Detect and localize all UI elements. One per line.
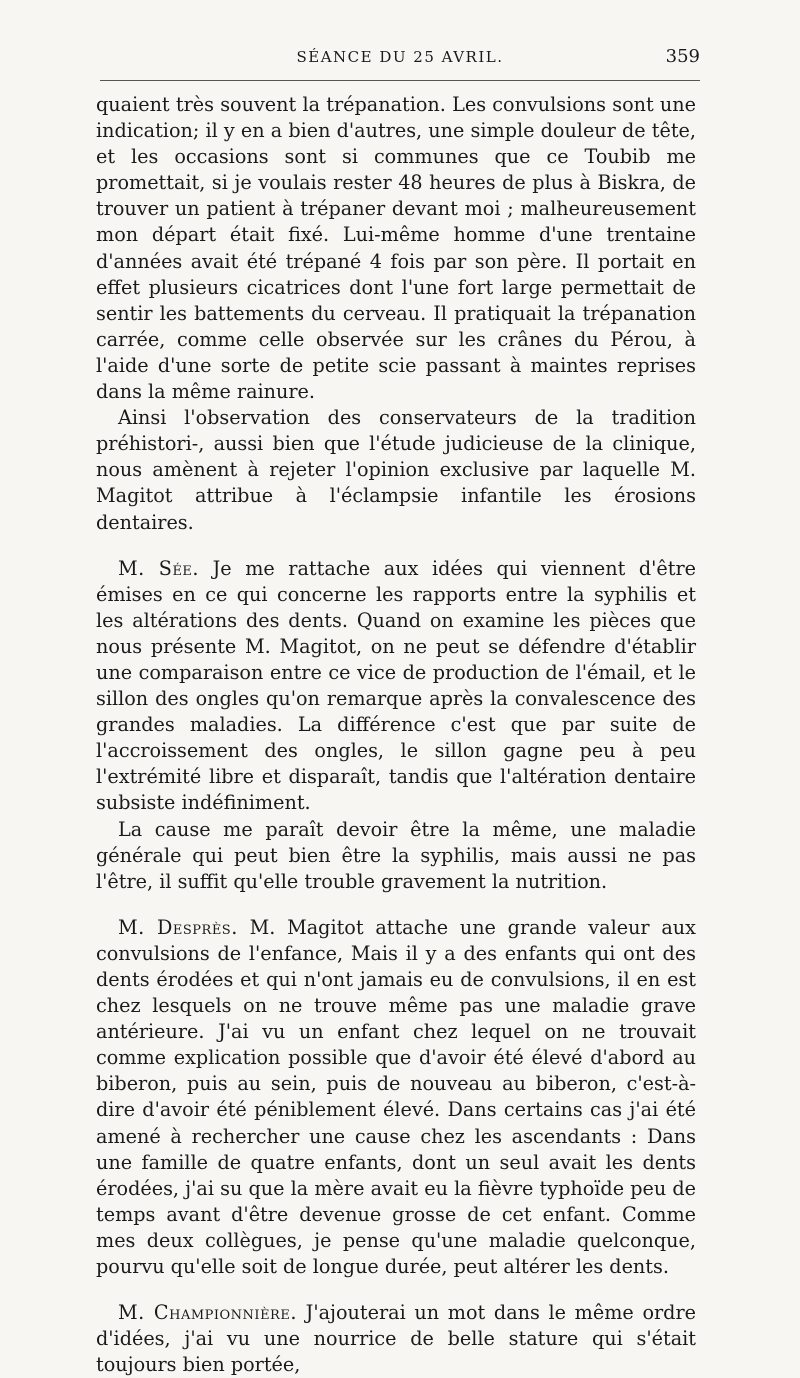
running-title: SÉANCE DU 25 AVRIL. [296,48,504,66]
paragraph-text: M. Magitot attache une grande valeur aux convulsions de l'enfance, Mais il y a des enfants qui ont des dents érodées et qui n'ont jamais eu de convulsions, il en est chez lesquels on ne trouve même pas une maladie grave antérieure. J'ai vu un enfant chez lequel on ne trouvait comme explication possible que d'avoir été élevé d'abord au biberon, puis au sein, puis de nouveau au biberon, c'est-à-dire d'avoir été péniblement élevé. Dans certains cas j'ai été amené à rechercher une cause chez les ascendants : Dans une famille de quatre enfants, dont un seul avait les dents érodées, j'ai su que la mère avait eu la fièvre typhoïde peu de temps avant d'être devenue grosse de cet enfant. Comme mes deux collègues, je pense qu'une maladie quelconque, pourvu qu'elle soit de longue durée, peut altérer les dents. [96,915,696,1279]
paragraph [96,405,696,535]
paragraph-text: Je me rattache aux idées qui viennent d'être émises en ce qui concerne les rapports entre la syphilis et les altérations des dents. Quand on examine les pièces que nous présente M. Magitot, on ne peut se défendre d'établir une comparaison entre ce vice de production de l'émail, et le sillon des ongles qu'on remarque après la convalescence des grandes maladies. La différence c'est que par suite de l'accroissement des ongles, le sillon gagne peu à peu l'extrémité libre et disparaît, tandis que l'altération dentaire subsiste indéfiniment. [96,556,696,815]
paragraph-text: J'ajouterai un mot dans le même ordre d'idées, j'ai vu une nourrice de belle stature qui s'était toujours bien portée, [96,1301,696,1377]
paragraph [96,92,696,405]
body-text [96,92,696,1378]
paragraph-text: quaient très souvent la trépanation. Les convulsions sont une indication; il y en a bien d'autres, une simple douleur de tête, et les occasions sont si communes que ce Toubib me promettait, si je voulais rester 48 heures de plus à Biskra, de trouver un patient à trépaner devant moi ; malheureusement mon départ était fixé. Lui-même homme d'une trentaine d'années avait été trépané 4 fois par son père. Il portait en effet plusieurs cicatrices dont l'une fort large permettait de sentir les battements du cerveau. Il pratiquait la trépanation carrée, comme celle observée sur les crânes du Pérou, à l'aide d'une sorte de petite scie passant à maintes reprises dans la même rainure. [96,93,696,404]
paragraph-speech [96,1300,696,1378]
paragraph-text: La cause me paraît devoir être la même, une maladie générale qui peut bien être la syphilis, mais aussi ne pas l'être, il suffit qu'elle trouble gravement la nutrition. [96,817,696,893]
speaker-name: M. Sée. [118,556,200,580]
page-number: 359 [665,46,700,67]
speaker-name: M. Desprès. [118,915,238,939]
speaker-name: M. Championnière. [118,1301,297,1325]
running-head [100,44,700,72]
paragraph-speech [96,915,696,1280]
paragraph-speech [96,556,696,817]
header-rule [100,80,700,81]
paragraph [96,817,696,895]
paragraph-text: Ainsi l'observation des conservateurs de la tradition préhistori-, aussi bien que l'étude judicieuse de la clinique, nous amènent à rejeter l'opinion exclusive par laquelle M. Magitot attribue à l'éclampsie infantile les érosions dentaires. [96,406,696,534]
